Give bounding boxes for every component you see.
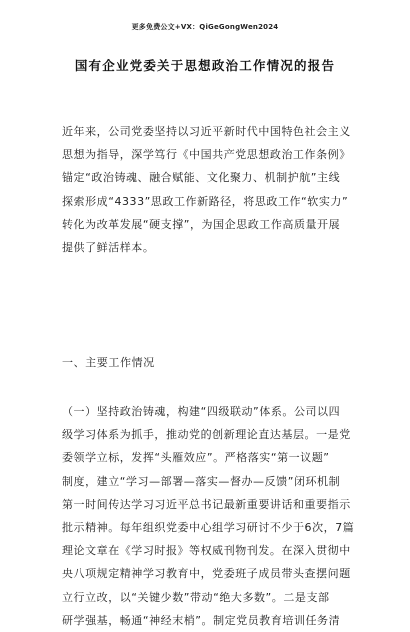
header-note: 更多免费公文+VX：QiGeGongWen2024 (131, 23, 279, 31)
document-title: 国有企业党委关于思想政治工作情况的报告 (74, 58, 336, 73)
paragraph-line: 近年来，公司党委坚持以习近平新时代中国特色社会主义 (62, 125, 351, 138)
paragraph-line: 研学强基，畅通“神经末梢”。制定党员教育培训任务清 (62, 613, 341, 627)
paragraph-line: 委领学立标，发挥“头雁效应”。严格落实“第一议题” (62, 451, 330, 465)
paragraph-line: 转化为改革发展“硬支撑”，为国企思政工作高质量开展 (62, 217, 341, 231)
paragraph-line: 提供了鲜活样本。 (62, 240, 155, 254)
paragraph-line: 制度，建立“学习—部署—落实—督办—反馈”闭环机制 (62, 474, 341, 488)
section-heading: 一、主要工作情况 (62, 356, 155, 369)
paragraph-line: 级学习体系为抓手，推动党的创新理论直达基层。一是党 (62, 428, 351, 442)
paragraph-line: 批示精神。每年组织党委中心组学习研讨不少于6次，7篇 (62, 520, 355, 534)
paragraph-line: 探索形成“4333”思政工作新路径，将思政工作“软实力” (62, 194, 349, 208)
paragraph-line: 思想为指导，深学笃行《中国共产党思想政治工作条例》 (62, 148, 351, 162)
paragraph-line: 央八项规定精神学习教育中，党委班子成员带头查摆问题 (62, 567, 351, 581)
paragraph-line: 理论文章在《学习时报》等权威刊物刊发。在深入贯彻中 (62, 544, 351, 558)
paragraph-line: （一）坚持政治铸魂，构建“四级联动”体系。公司以四 (62, 405, 341, 418)
paragraph-line: 第一时间传达学习习近平总书记最新重要讲话和重要指示 (62, 497, 351, 511)
intro-paragraph (62, 120, 358, 259)
section-paragraph (62, 400, 358, 632)
paragraph-line: 锚定“政治铸魂、融合赋能、文化聚力、机制护航”主线 (62, 171, 341, 185)
paragraph-line: 立行立改，以“关键少数”带动“绝大多数”。二是支部 (62, 590, 330, 604)
